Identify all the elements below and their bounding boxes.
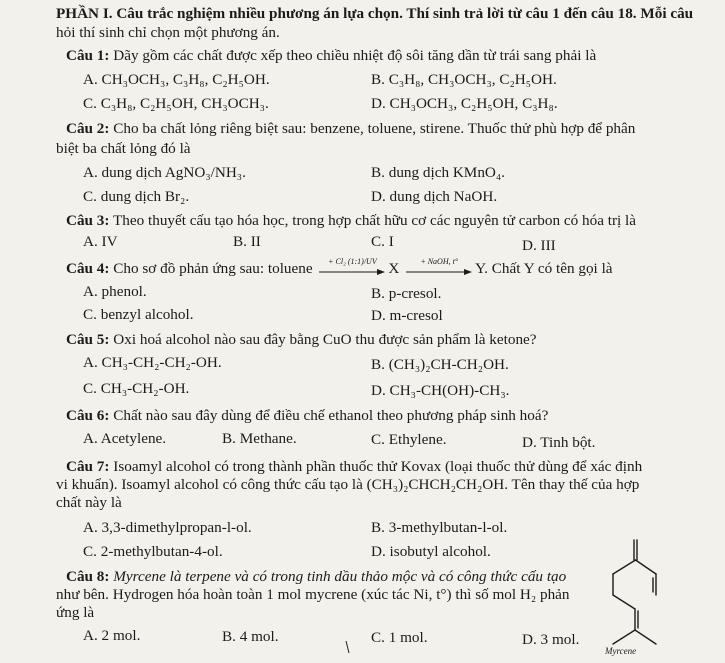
q1-option-c[interactable]: C. C₃H₈, C₂H₅OH, CH₃OCH₃. bbox=[83, 95, 269, 112]
q1-option-d[interactable]: D. CH₃OCH₃, C₂H₅OH, C₃H₈. bbox=[371, 95, 558, 112]
q2-stem: Câu 2: Cho ba chất lỏng riêng biệt sau: benzene, toluene, stirene. Thuốc thử phù hợp để phân bbox=[66, 120, 636, 137]
q5-option-a[interactable]: A. CH₃-CH₂-CH₂-OH. bbox=[83, 354, 222, 371]
q6-stem: Câu 6: Chất nào sau đây dùng để điều chế ethanol theo phương pháp sinh hoá? bbox=[66, 407, 549, 424]
q7-option-c[interactable]: C. 2-methylbutan-4-ol. bbox=[83, 543, 223, 560]
q8-option-c[interactable]: C. 1 mol. bbox=[371, 629, 428, 646]
q5-option-c[interactable]: C. CH₃-CH₂-OH. bbox=[83, 380, 190, 397]
q3-option-a[interactable]: A. IV bbox=[83, 233, 118, 250]
q6-option-c[interactable]: C. Ethylene. bbox=[371, 431, 447, 448]
section-title-cont: hỏi thí sinh chỉ chọn một phương án. bbox=[56, 24, 280, 41]
q1-option-a[interactable]: A. CH₃OCH₃, C₃H₈, C₂H₅OH. bbox=[83, 71, 270, 88]
q3-option-d[interactable]: D. III bbox=[522, 237, 556, 254]
q7-option-a[interactable]: A. 3,3-dimethylpropan-l-ol. bbox=[83, 519, 252, 536]
q8-option-b[interactable]: B. 4 mol. bbox=[222, 628, 279, 645]
q2-option-d[interactable]: D. dung dịch NaOH. bbox=[371, 188, 498, 205]
q4-stem: Câu 4: Cho sơ đồ phản ứng sau: toluene + Cl₂ (1:1)/UV X + NaOH, t° Y. Chất Y có tên gọi là bbox=[66, 256, 613, 277]
q2-option-a[interactable]: A. dung dịch AgNO₃/NH₃. bbox=[83, 164, 246, 181]
q8-option-d[interactable]: D. 3 mol. bbox=[522, 631, 580, 648]
q7-stem-cont2: chất này là bbox=[56, 494, 122, 511]
q1-option-b[interactable]: B. C₃H₈, CH₃OCH₃, C₂H₅OH. bbox=[371, 71, 557, 88]
q7-option-b[interactable]: B. 3-methylbutan-l-ol. bbox=[371, 519, 508, 536]
q7-option-d[interactable]: D. isobutyl alcohol. bbox=[371, 543, 491, 560]
q4-option-d[interactable]: D. m-cresol bbox=[371, 307, 443, 324]
q4-option-c[interactable]: C. benzyl alcohol. bbox=[83, 306, 194, 323]
myrcene-structure-figure bbox=[598, 538, 683, 653]
q5-option-b[interactable]: B. (CH₃)₂CH-CH₂OH. bbox=[371, 356, 509, 373]
q8-stem: Câu 8: Myrcene là terpene và có trong tinh dầu thảo mộc và có công thức cấu tạo bbox=[66, 568, 567, 585]
q6-option-a[interactable]: A. Acetylene. bbox=[83, 430, 167, 447]
q4-option-a[interactable]: A. phenol. bbox=[83, 283, 147, 300]
q2-option-b[interactable]: B. dung dịch KMnO₄. bbox=[371, 164, 505, 181]
q7-stem-cont: vi khuẩn). Isoamyl alcohol có công thức cấu tạo là (CH₃)₂CHCH₂CH₂OH. Tên thay thế của hợp bbox=[56, 476, 640, 493]
pen-mark bbox=[344, 640, 352, 654]
section-title: PHẦN I. Câu trắc nghiệm nhiều phương án lựa chọn. Thí sinh trả lời từ câu 1 đến câu 18. Mỗi câu bbox=[56, 5, 694, 22]
q5-stem: Câu 5: Oxi hoá alcohol nào sau đây bằng CuO thu được sản phẩm là ketone? bbox=[66, 331, 537, 348]
q2-stem-cont: biệt ba chất lỏng đó là bbox=[56, 140, 191, 157]
myrcene-figure-label: Myrcene bbox=[605, 646, 637, 656]
q4-option-b[interactable]: B. p-cresol. bbox=[371, 285, 442, 302]
q8-stem-cont: như bên. Hydrogen hóa hoàn toàn 1 mol mycrene (xúc tác Ni, t°) thì số mol H₂ phản bbox=[56, 586, 570, 603]
q6-option-b[interactable]: B. Methane. bbox=[222, 430, 297, 447]
q5-option-d[interactable]: D. CH₃-CH(OH)-CH₃. bbox=[371, 382, 510, 399]
reaction-arrow-1: + Cl₂ (1:1)/UV bbox=[319, 263, 385, 277]
q8-stem-cont2: ứng là bbox=[56, 604, 95, 621]
q3-option-b[interactable]: B. II bbox=[233, 233, 261, 250]
q2-option-c[interactable]: C. dung dịch Br₂. bbox=[83, 188, 190, 205]
q7-stem: Câu 7: Isoamyl alcohol có trong thành phần thuốc thử Kovax (loại thuốc thử dùng để xác định bbox=[66, 458, 643, 475]
q8-option-a[interactable]: A. 2 mol. bbox=[83, 627, 141, 644]
q1-stem: Câu 1: Dãy gồm các chất được xếp theo chiều nhiệt độ sôi tăng dần từ trái sang phải là bbox=[66, 47, 597, 64]
reaction-arrow-2: + NaOH, t° bbox=[406, 263, 472, 277]
q3-option-c[interactable]: C. I bbox=[371, 233, 394, 250]
q6-option-d[interactable]: D. Tinh bột. bbox=[522, 434, 596, 451]
q3-stem: Câu 3: Theo thuyết cấu tạo hóa học, trong hợp chất hữu cơ các nguyên tử carbon có hóa trị là bbox=[66, 212, 636, 229]
